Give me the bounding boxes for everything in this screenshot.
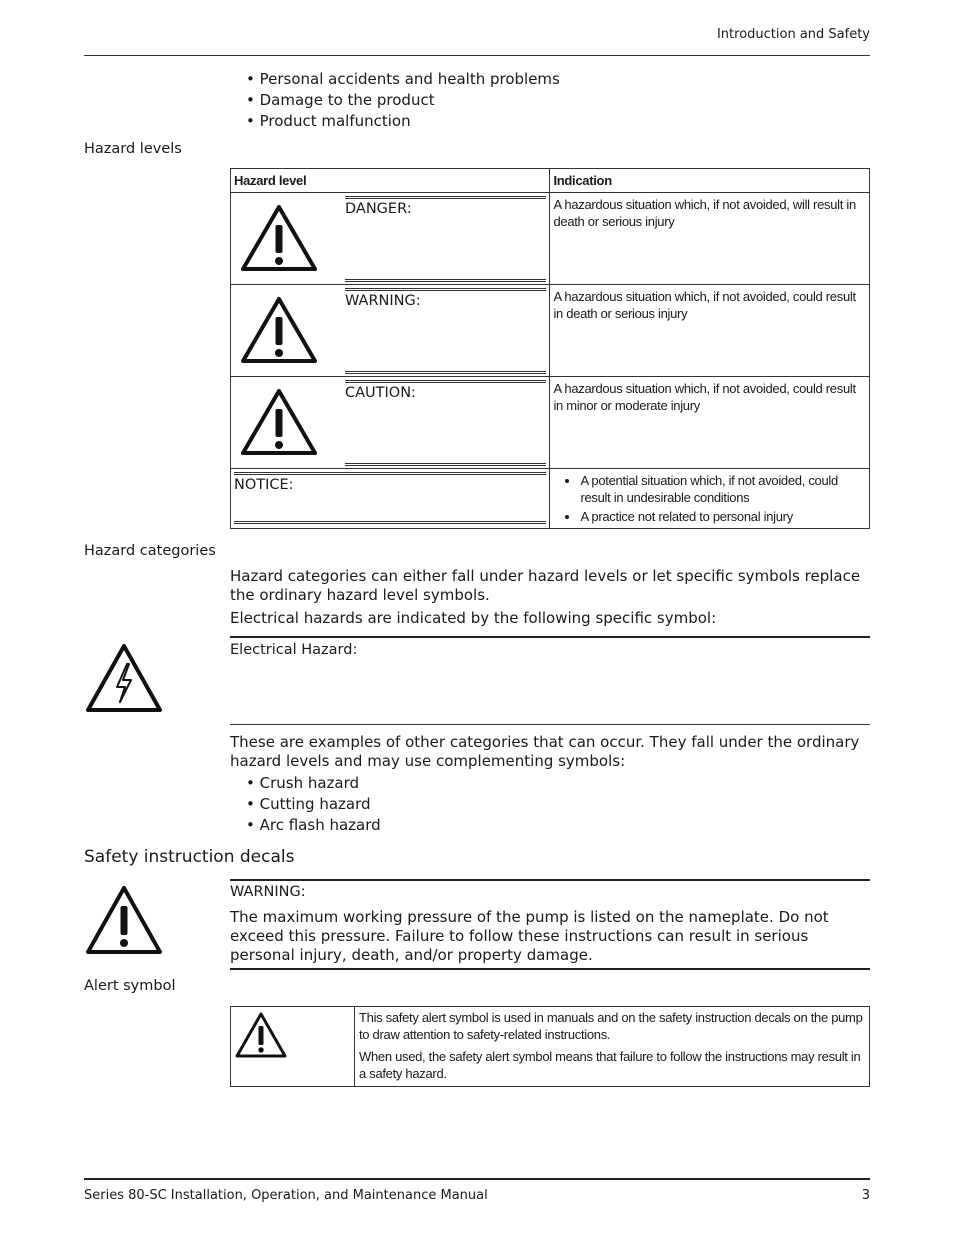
hazard-categories-heading: Hazard categories	[84, 543, 216, 559]
list-item: • Personal accidents and health problems	[246, 69, 560, 90]
footer-title: Series 80-SC Installation, Operation, and Maintenance Manual	[84, 1188, 488, 1203]
electrical-bottom-rule	[230, 724, 870, 725]
indication-danger: A hazardous situation which, if not avoided, will result in death or serious injury	[553, 197, 856, 229]
table-row	[231, 377, 550, 469]
list-item: • A potential situation which, if not avoided, could result in undesirable conditions	[580, 472, 869, 506]
list-item: • Cutting hazard	[246, 794, 381, 815]
list-item: • Product malfunction	[246, 111, 560, 132]
alert-para-1: This safety alert symbol is used in manuals and on the safety instruction decals on the pump to draw attention to safety-related instructions.	[359, 1010, 863, 1042]
signal-word-warning: WARNING:	[345, 293, 421, 309]
col-header-hazard-level: Hazard level	[234, 173, 307, 188]
signal-word-caution: CAUTION:	[345, 385, 416, 401]
alert-para-2: When used, the safety alert symbol means that failure to follow the instructions may result in a safety hazard.	[359, 1049, 861, 1081]
alert-symbol-heading: Alert symbol	[84, 978, 176, 994]
other-categories-list	[246, 773, 381, 836]
list-item: • Arc flash hazard	[246, 815, 381, 836]
safety-decals-heading: Safety instruction decals	[84, 847, 295, 867]
warning-triangle-icon	[84, 884, 164, 956]
footer-rule	[84, 1178, 870, 1180]
list-item: • A practice not related to personal injury	[580, 508, 869, 525]
signal-word-notice: NOTICE:	[234, 477, 294, 493]
table-row	[231, 469, 550, 529]
electrical-hazard-label: Electrical Hazard:	[230, 642, 358, 658]
running-header: Introduction and Safety	[716, 27, 870, 42]
warning-triangle-icon	[239, 387, 319, 457]
other-categories-para: These are examples of other categories that can occur. They fall under the ordinary hazard levels and may use complementing symbols:	[230, 733, 860, 770]
decal-warning-top-rule	[230, 879, 870, 881]
electrical-hazard-icon	[84, 642, 164, 714]
hazard-categories-para: Hazard categories can either fall under hazard levels or let specific symbols replace the ordinary hazard level symbols.	[230, 567, 861, 604]
warning-triangle-icon	[239, 295, 319, 365]
hazard-levels-heading: Hazard levels	[84, 141, 182, 157]
electrical-intro-para: Electrical hazards are indicated by the following specific symbol:	[230, 609, 717, 627]
hazard-levels-table	[230, 168, 870, 529]
table-row	[231, 285, 550, 377]
signal-word-danger: DANGER:	[345, 201, 412, 217]
header-rule	[84, 55, 870, 56]
indication-warning: A hazardous situation which, if not avoided, could result in death or serious injury	[553, 289, 856, 321]
list-item: • Crush hazard	[246, 773, 381, 794]
intro-bullet-list	[246, 69, 560, 132]
electrical-top-rule	[230, 636, 870, 638]
warning-triangle-icon	[239, 203, 319, 273]
col-header-indication: Indication	[553, 173, 612, 188]
alert-symbol-table	[230, 1006, 870, 1087]
decal-warning-label: WARNING:	[230, 884, 306, 900]
safety-alert-icon	[234, 1011, 288, 1059]
list-item: • Damage to the product	[246, 90, 560, 111]
decal-warning-bottom-rule	[230, 968, 870, 970]
indication-caution: A hazardous situation which, if not avoided, could result in minor or moderate injury	[553, 381, 856, 413]
decal-warning-text: The maximum working pressure of the pump is listed on the nameplate. Do not exceed this pressure. Failure to follow these instructions can result in serious personal injury, death, and/or property damage.	[230, 908, 829, 964]
notice-list	[550, 469, 869, 525]
table-row	[231, 193, 550, 285]
page-number: 3	[861, 1188, 870, 1203]
